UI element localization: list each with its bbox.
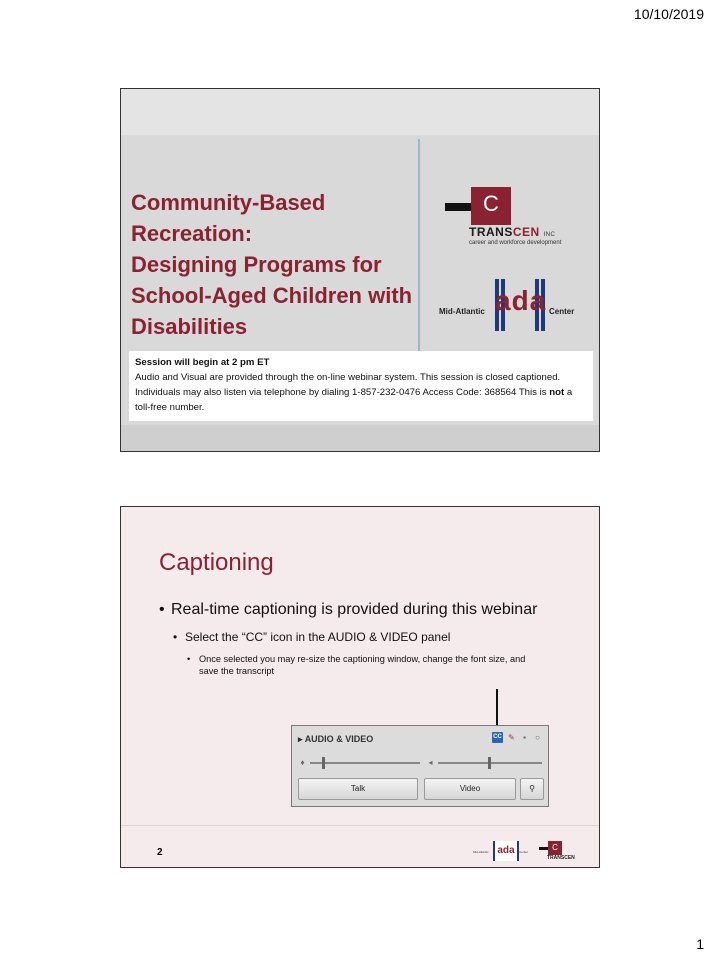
speaker-slider-knob[interactable]	[488, 757, 491, 769]
bullet-text: Once selected you may re-size the captioning window, change the font size, and save the transcript	[199, 654, 526, 676]
footer-ada-right: Center	[519, 850, 529, 854]
options-icon[interactable]: ○	[535, 733, 540, 742]
page-date: 10/10/2019	[633, 6, 704, 22]
cc-icon[interactable]: CC	[492, 732, 503, 743]
footer-ada-letters: ada	[493, 841, 519, 861]
bullet-text: Select the “CC” icon in the AUDIO & VIDEO panel	[185, 630, 451, 644]
settings-icon[interactable]: ✎	[508, 733, 515, 742]
footer-ada-left: Mid-Atlantic	[473, 850, 489, 854]
page-number: 1	[696, 936, 704, 952]
footer-transcen-word: TRANSCEN	[547, 855, 575, 861]
talk-button[interactable]: Talk	[298, 778, 418, 800]
mic-slider-knob[interactable]	[322, 757, 325, 769]
session-notice-heading: Session will begin at 2 pm ET	[135, 357, 270, 368]
notice-text: Audio and Visual are provided through the on-line webinar system. This session is closed captioned. Individuals may also listen via telephone by dialing 1-857-232-0476 Access Code: 368564 This is	[135, 372, 561, 398]
bullet-text: Real-time captioning is provided during this webinar	[171, 601, 538, 618]
title-line: Disabilities	[131, 314, 248, 339]
microphone-icon: ♦	[300, 758, 305, 767]
slide-1	[120, 88, 600, 452]
video-button[interactable]: Video	[424, 778, 516, 800]
ada-center-logo	[439, 277, 597, 341]
slide-2	[120, 506, 600, 868]
slide-1-bottom-band	[121, 425, 599, 452]
footer-transcen-logo	[539, 841, 589, 865]
slide-number: 2	[157, 847, 163, 858]
slide-1-title	[131, 187, 416, 342]
ada-logo-mark	[495, 279, 545, 331]
volume-sliders	[298, 756, 542, 770]
slide-2-footer-divider	[121, 825, 599, 826]
footer-ada-logo	[473, 841, 537, 863]
audio-video-header-label: AUDIO & VIDEO	[304, 734, 374, 744]
transcen-logo-letter: C	[483, 191, 499, 216]
session-notice	[129, 351, 593, 421]
bullet-level-3: • Once selected you may re-size the captioning window, change the font size, and save the transcript	[187, 654, 526, 676]
notice-emphasis: not	[549, 387, 565, 398]
title-line: Recreation:	[131, 221, 253, 246]
ada-logo-letters: ada	[495, 285, 547, 316]
speaker-icon: ◂	[428, 758, 433, 767]
ada-logo-right-text: Center	[549, 307, 575, 316]
ada-logo-left-text: Mid-Atlantic	[439, 307, 485, 316]
transcen-tagline: career and workforce development	[469, 240, 562, 246]
slide-2-title: Captioning	[159, 549, 274, 576]
transcen-word-b: CEN	[512, 225, 540, 239]
bullet-level-1: • Real-time captioning is provided during this webinar	[159, 601, 538, 618]
title-line: School-Aged Children with	[131, 283, 413, 308]
title-line: Community-Based	[131, 190, 326, 215]
audio-video-header[interactable]: ▸ AUDIO & VIDEO	[298, 734, 374, 744]
bullet-level-2: • Select the “CC” icon in the AUDIO & VIDEO panel	[173, 630, 451, 644]
transcen-inc: INC	[543, 232, 556, 238]
minimize-icon[interactable]: ▪	[523, 733, 526, 742]
slide-1-top-band	[121, 89, 599, 135]
mic-slider-track	[310, 762, 420, 764]
transcen-logo	[445, 187, 595, 251]
transcen-word-a: TRANS	[469, 225, 513, 239]
audio-video-panel	[291, 725, 549, 807]
panel-icons	[492, 732, 542, 743]
slide-1-divider	[418, 139, 420, 351]
title-line: Designing Programs for	[131, 252, 382, 277]
notice-tail: a toll-free number.	[135, 387, 573, 413]
transcen-logo-word	[469, 225, 555, 239]
footer-transcen-letter: C	[548, 841, 562, 855]
session-notice-body	[135, 370, 587, 415]
search-icon[interactable]: ⚲	[520, 778, 544, 800]
